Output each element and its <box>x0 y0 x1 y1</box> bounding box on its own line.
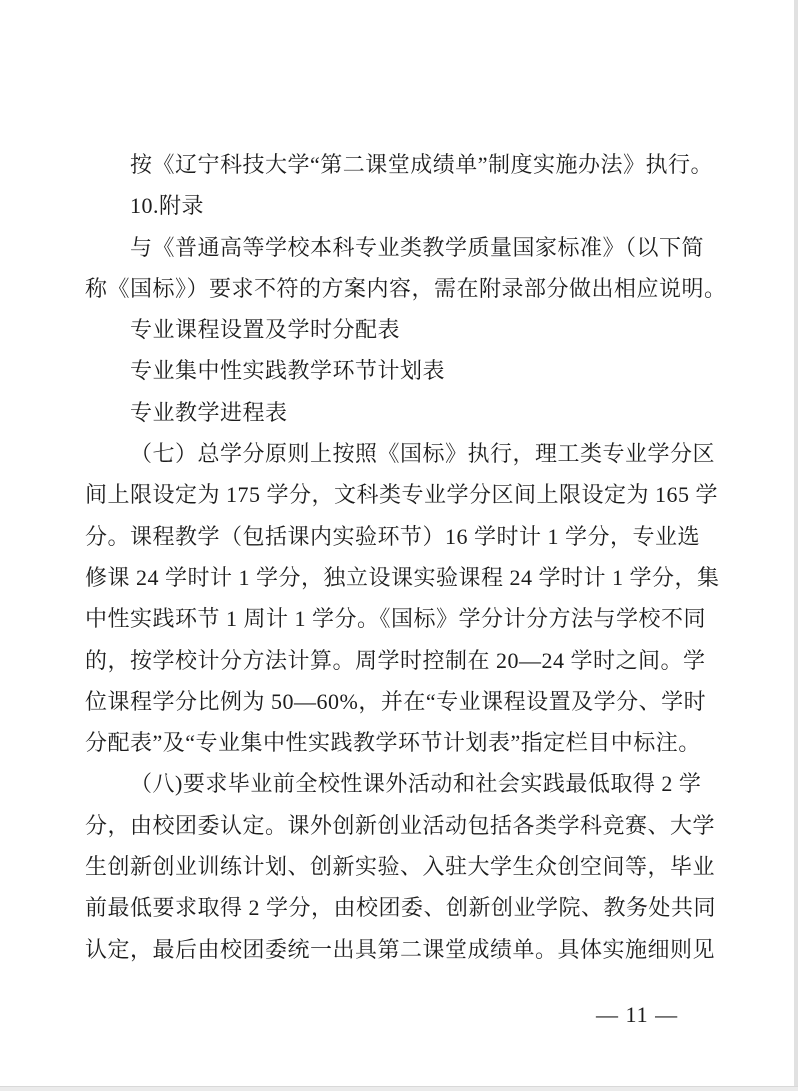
text-line: 10.附录 <box>130 193 205 219</box>
text-line: 分配表”及“专业集中性实践教学环节计划表”指定栏目中标注。 <box>85 730 701 756</box>
page-number: — 11 — <box>596 1002 679 1027</box>
text-line: 生创新创业训练计划、创新实验、入驻大学生众创空间等，毕业 <box>85 854 716 880</box>
text-line: 的，按学校计分方法计算。周学时控制在 20—24 学时之间。学 <box>85 647 706 673</box>
text-line: （七）总学分原则上按照《国标》执行，理工类专业学分区 <box>130 441 716 467</box>
text-line: 位课程学分比例为 50—60%，并在“专业课程设置及学分、学时 <box>85 688 707 714</box>
text-line: 中性实践环节 1 周计 1 学分。《国标》学分计分方法与学校不同 <box>85 606 707 632</box>
text-line: 间上限设定为 175 学分，文科类专业学分区间上限设定为 165 学 <box>85 482 719 508</box>
page-right-edge <box>794 0 798 1091</box>
text-line: 与《普通高等学校本科专业类教学质量国家标准》（以下简 <box>130 234 705 260</box>
text-line: （八)要求毕业前全校性课外活动和社会实践最低取得 2 学 <box>130 771 702 797</box>
text-line: 修课 24 学时计 1 学分，独立设课实验课程 24 学时计 1 学分，集 <box>85 564 720 590</box>
text-line: 专业集中性实践教学环节计划表 <box>130 358 446 384</box>
text-line: 分，由校团委认定。课外创新创业活动包括各类学科竞赛、大学 <box>85 812 716 838</box>
text-line: 专业课程设置及学时分配表 <box>130 317 401 343</box>
text-line: 前最低要求取得 2 学分，由校团委、创新创业学院、教务处共同 <box>85 895 717 921</box>
document-body <box>85 144 745 970</box>
text-line: 分。课程教学（包括课内实验环节）16 学时计 1 学分，专业选 <box>85 523 701 549</box>
text-line: 称《国标》）要求不符的方案内容，需在附录部分做出相应说明。 <box>85 275 727 301</box>
text-line: 按《辽宁科技大学“第二课堂成绩单”制度实施办法》执行。 <box>130 152 714 177</box>
text-line: 专业教学进程表 <box>130 399 288 425</box>
page-bottom-edge <box>0 1086 798 1091</box>
text-line: 认定，最后由校团委统一出具第二课堂成绩单。具体实施细则见 <box>85 936 716 962</box>
